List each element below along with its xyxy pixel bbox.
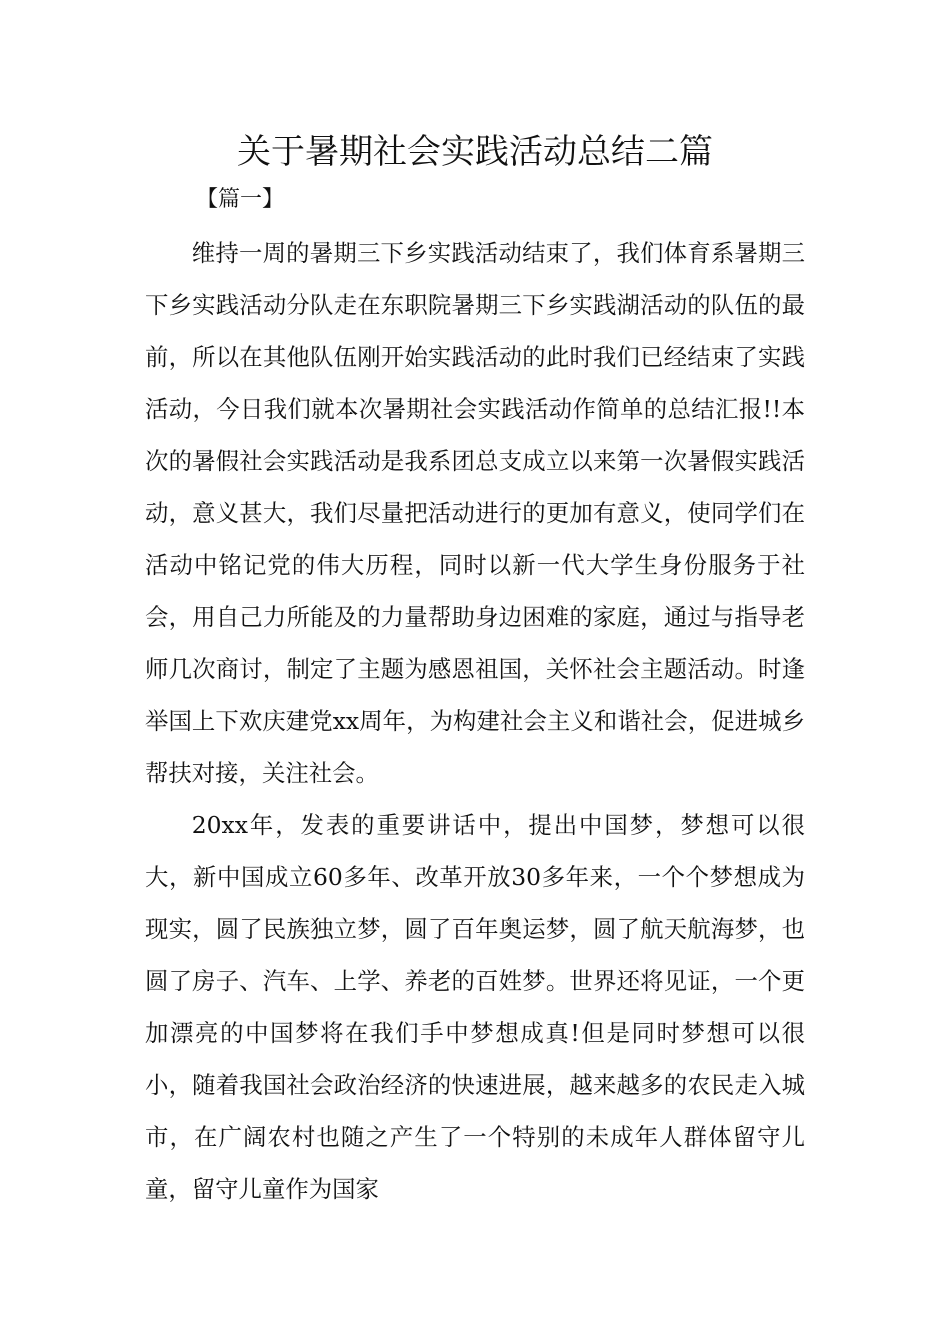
document-body bbox=[145, 227, 805, 1215]
paragraph-1: 维持一周的暑期三下乡实践活动结束了，我们体育系暑期三下乡实践活动分队走在东职院暑期三下乡实践湖活动的队伍的最前，所以在其他队伍刚开始实践活动的此时我们已经结束了实践活动，今日我们就本次暑期社会实践活动作简单的总结汇报!!本次的暑假社会实践活动是我系团总支成立以来第一次暑假实践活动，意义甚大，我们尽量把活动进行的更加有意义，使同学们在活动中铭记党的伟大历程，同时以新一代大学生身份服务于社会，用自己力所能及的力量帮助身边困难的家庭，通过与指导老师几次商讨，制定了主题为感恩祖国，关怀社会主题活动。时逢举国上下欢庆建党xx周年，为构建社会主义和谐社会，促进城乡帮扶对接，关注社会。 bbox=[145, 239, 805, 787]
section-label: 【篇一】 bbox=[196, 187, 285, 212]
paragraph-2: 20xx年，发表的重要讲话中，提出中国梦，梦想可以很大，新中国成立60多年、改革开放30多年来，一个个梦想成为现实，圆了民族独立梦，圆了百年奥运梦，圆了航天航海梦，也圆了房子、汽车、上学、养老的百姓梦。世界还将见证，一个更加漂亮的中国梦将在我们手中梦想成真!但是同时梦想可以很小，随着我国社会政治经济的快速进展，越来越多的农民走入城市，在广阔农村也随之产生了一个特别的未成年人群体留守儿童，留守儿童作为国家 bbox=[145, 811, 805, 1203]
document-title: 关于暑期社会实践活动总结二篇 bbox=[237, 132, 713, 172]
